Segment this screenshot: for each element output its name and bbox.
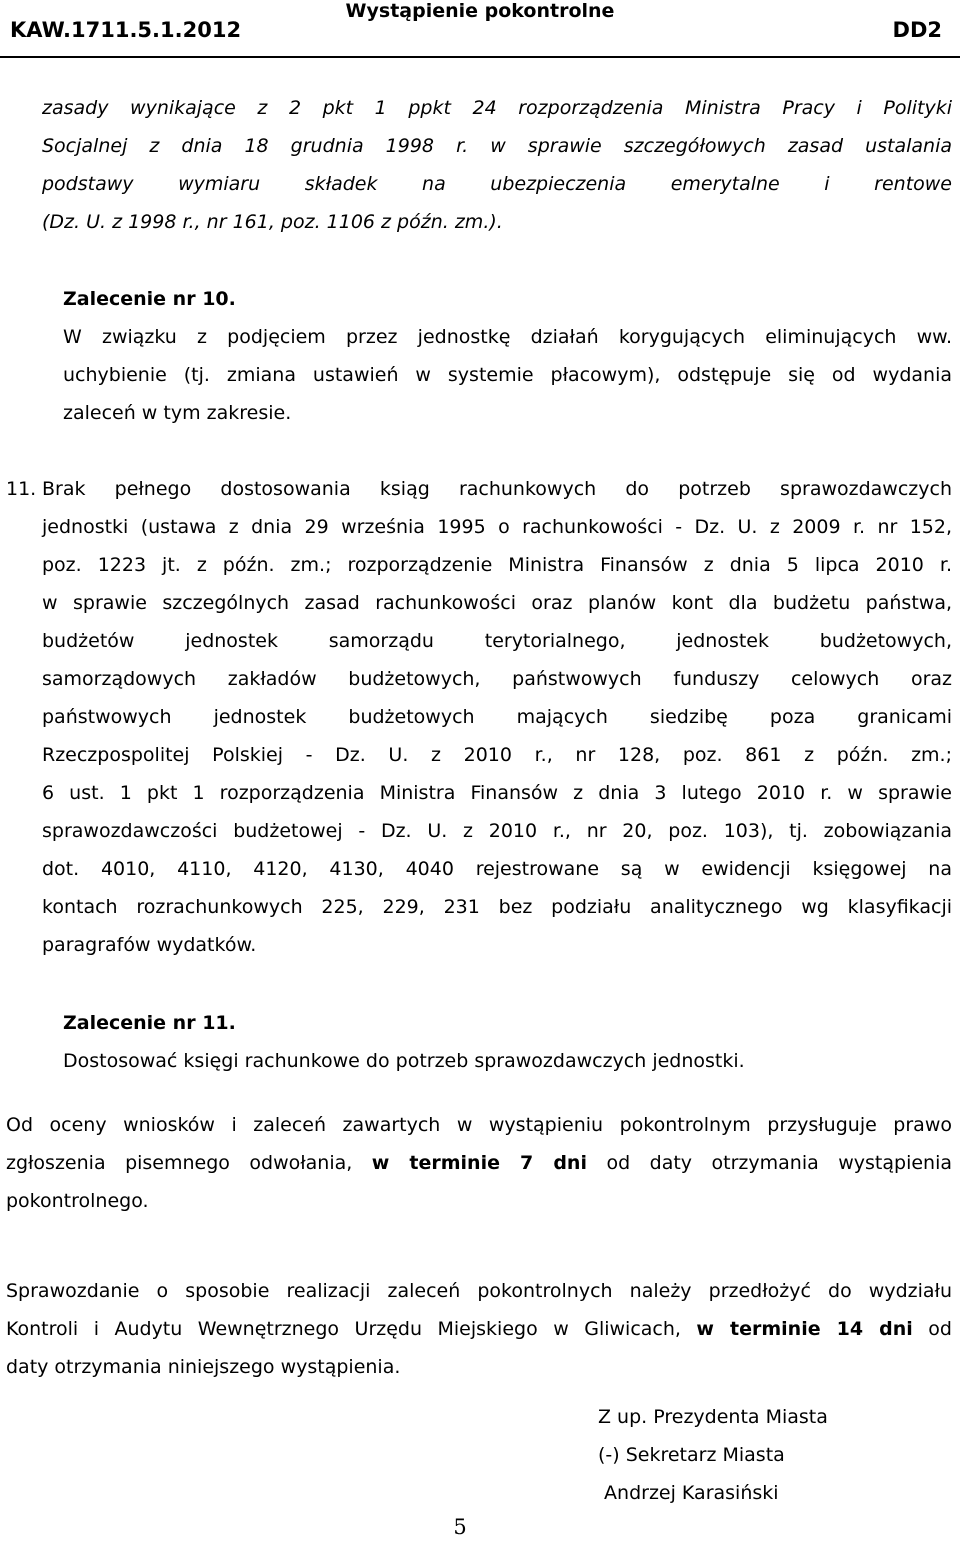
finding-11-line: państwowych jednostek budżetowych mających siedzibę poza granicami [42,706,952,728]
finding-11-line: Rzeczpospolitej Polskiej - Dz. U. z 2010 r., nr 128, poz. 861 z późn. zm.; [42,744,952,766]
appeal-line [6,1144,952,1182]
signature-line: (-) Sekretarz Miasta [598,1444,785,1466]
finding-11-line: 6 ust. 1 pkt 1 rozporządzenia Ministra Finansów z dnia 3 lutego 2010 r. w sprawie [42,782,952,804]
report-line: Sprawozdanie o sposobie realizacji zaleceń pokontrolnych należy przedłożyć do wydziału [6,1280,952,1302]
recommendation-10 [63,280,952,432]
finding-11-line: jednostki (ustawa z dnia 29 września 1995 o rachunkowości - Dz. U. z 2009 r. nr 152, [42,516,952,538]
report-line [6,1310,952,1348]
finding-11-line: kontach rozrachunkowych 225, 229, 231 bez podziału analitycznego wg klasyfikacji [42,896,952,918]
finding-11-number: 11. [6,478,37,500]
appeal-line: Od oceny wniosków i zaleceń zawartych w wystąpieniu pokontrolnym przysługuje prawo [6,1114,952,1136]
page-number: 5 [453,1515,467,1539]
appeal-text: zgłoszenia pisemnego odwołania, [6,1152,372,1174]
recommendation-10-heading: Zalecenie nr 10. [63,288,236,310]
report-line: daty otrzymania niniejszego wystąpienia. [6,1356,401,1378]
finding-11-line: poz. 1223 jt. z późn. zm.; rozporządzenie Ministra Finansów z dnia 5 lipca 2010 r. [42,554,952,576]
recommendation-10-line: zaleceń w tym zakresie. [63,402,292,424]
document-title: Wystąpienie pokontrolne [345,0,615,22]
report-text: Kontroli i Audytu Wewnętrznego Urzędu Miejskiego w Gliwicach, [6,1318,697,1340]
signature-block [598,1398,828,1512]
document-code: DD2 [892,18,942,42]
recommendation-11 [63,1004,952,1080]
document-reference: KAW.1711.5.1.2012 [10,18,242,42]
intro-line: Socjalnej z dnia 18 grudnia 1998 r. w sprawie szczegółowych zasad ustalania [42,135,952,157]
signature-name: Andrzej Karasiński [598,1482,779,1504]
recommendation-10-line: uchybienie (tj. zmiana ustawień w systemie płacowym), odstępuje się od wydania [63,364,952,386]
report-text-after: od [912,1318,952,1340]
appeal-line: pokontrolnego. [6,1190,149,1212]
page-header [0,0,960,58]
intro-line: zasady wynikające z 2 pkt 1 ppkt 24 rozporządzenia Ministra Pracy i Polityki [42,97,952,119]
appeal-paragraph [6,1106,952,1220]
signature-line: Z up. Prezydenta Miasta [598,1406,828,1428]
intro-line: podstawy wymiaru składek na ubezpieczenia emerytalne i rentowe [42,173,952,195]
recommendation-11-heading: Zalecenie nr 11. [63,1012,236,1034]
report-paragraph [6,1272,952,1386]
finding-11-line: sprawozdawczości budżetowej - Dz. U. z 2010 r., nr 20, poz. 103), tj. zobowiązania [42,820,952,842]
intro-line: (Dz. U. z 1998 r., nr 161, poz. 1106 z późn. zm.). [42,211,503,233]
report-deadline: w terminie 14 dni [696,1318,913,1340]
finding-11-line: Brak pełnego dostosowania ksiąg rachunkowych do potrzeb sprawozdawczych [42,478,952,500]
finding-11-line: budżetów jednostek samorządu terytorialnego, jednostek budżetowych, [42,630,952,652]
finding-11-line: samorządowych zakładów budżetowych, państwowych funduszy celowych oraz [42,668,952,690]
recommendation-10-line: W związku z podjęciem przez jednostkę działań korygujących eliminujących ww. [63,326,952,348]
finding-11-line: w sprawie szczególnych zasad rachunkowości oraz planów kont dla budżetu państwa, [42,592,952,614]
finding-11-line: paragrafów wydatków. [42,934,257,956]
intro-paragraph [42,89,952,241]
recommendation-11-text: Dostosować księgi rachunkowe do potrzeb sprawozdawczych jednostki. [63,1050,745,1072]
finding-11 [6,470,952,964]
appeal-text-after: od daty otrzymania wystąpienia [586,1152,952,1174]
appeal-deadline: w terminie 7 dni [371,1152,587,1174]
finding-11-line: dot. 4010, 4110, 4120, 4130, 4040 rejestrowane są w ewidencji księgowej na [42,858,952,880]
